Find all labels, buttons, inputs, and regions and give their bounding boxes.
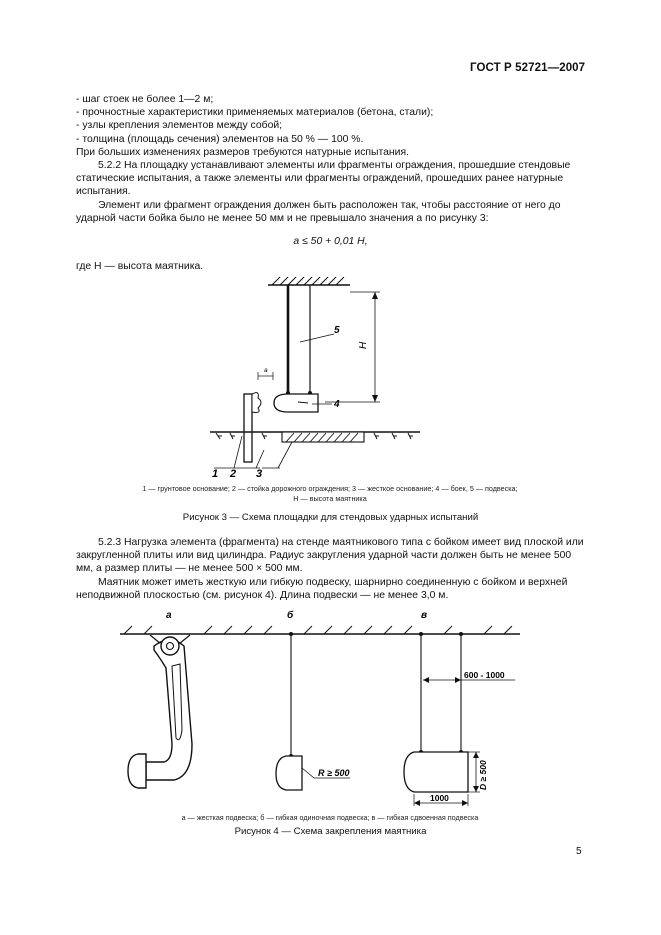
paragraph: Элемент или фрагмент ограждения должен быть расположен так, чтобы расстояние от него до ударной части бойка было не менее 50 мм и не превышало значения a по рисунку 3: <box>76 200 561 225</box>
variant-v-label: в <box>421 610 428 621</box>
barrier-element <box>252 393 261 413</box>
rigid-striker <box>128 754 146 788</box>
list-item: - узлы крепления элементов между собой; <box>76 120 283 132</box>
radius-label: R ≥ 500 <box>318 768 350 778</box>
formula: a ≤ 50 + 0,01 H, <box>293 236 368 247</box>
rigid-suspension-arm <box>146 640 192 780</box>
figure-3-caption: Рисунок 3 — Схема площадки для стендовых ударных испытаний <box>182 512 479 523</box>
diameter-label: D ≥ 500 <box>478 760 488 790</box>
length-label: 1000 <box>430 793 449 803</box>
figure-3-legend-line-2: H — высота маятника <box>293 494 367 503</box>
dimension-H-label: H <box>358 341 369 349</box>
spacing-label: 600 - 1000 <box>464 670 505 680</box>
section-5-2-2 <box>76 159 584 199</box>
variant-b-label: б <box>287 610 294 621</box>
section-5-2-3-continued <box>76 576 584 602</box>
ceiling-hatch <box>124 626 512 634</box>
ceiling-hatch <box>272 277 344 285</box>
figure-3-legend-line-1: 1 — грунтовое основание; 2 — стойка дорожного ограждения; 3 — жесткое основание; 4 — боек, 5 — подвеска; <box>142 484 518 493</box>
label-3: 3 <box>256 468 263 480</box>
barrier-post <box>244 394 252 462</box>
double-striker <box>404 752 468 792</box>
label-4: 4 <box>334 399 340 410</box>
section-5-2-2-continued <box>76 199 584 225</box>
variant-a-label: а <box>166 610 172 621</box>
list-item: - прочностные характеристики применяемых материалов (бетона, стали); <box>76 107 434 119</box>
list-note: При больших изменениях размеров требуются натурные испытания. <box>76 146 409 158</box>
section-5-2-3 <box>76 536 584 576</box>
label-1: 1 <box>212 468 219 480</box>
figure-4-legend: а — жесткая подвеска; б — гибкая одиночная подвеска; в — гибкая сдвоенная подвеска <box>181 813 479 822</box>
list-item: - толщина (площадь сечения) элементов на 50 % — 100 %. <box>76 133 364 145</box>
striker <box>274 394 318 412</box>
formula-where: где H — высота маятника. <box>76 261 204 272</box>
dimension-a-label: a <box>264 367 268 374</box>
label-2: 2 <box>230 468 237 480</box>
requirements-list <box>76 93 584 159</box>
single-striker <box>276 756 302 790</box>
list-item: - шаг стоек не более 1—2 м; <box>76 94 214 105</box>
figure-4-diagram <box>110 604 530 812</box>
figure-4-caption: Рисунок 4 — Схема закрепления маятника <box>234 826 427 837</box>
paragraph: 5.2.3 Нагрузка элемента (фрагмента) на стенде маятникового типа с бойком имеет вид плоской или закругленной плиты или вид цилиндра. Радиус закругления ударной части должен быть не менее 500 мм, а размер плиты — не менее 500 × 500 мм. <box>76 537 584 575</box>
page-number: 5 <box>576 846 582 857</box>
paragraph: Маятник может иметь жесткую или гибкую подвеску, шарнирно соединенную с бойком и верхней неподвижной плоскостью (см. рисунок 4). Длина подвески — не менее 3,0 м. <box>76 577 568 602</box>
paragraph: 5.2.2 На площадку устанавливают элементы или фрагменты ограждения, прошедшие стендовые статические испытания, а также элементы или фрагменты ограждений, прошедших ранее натурные испытания. <box>76 160 571 198</box>
document-id: ГОСТ Р 52721—2007 <box>470 62 586 74</box>
label-5: 5 <box>334 325 340 336</box>
figure-3-diagram <box>200 276 440 482</box>
